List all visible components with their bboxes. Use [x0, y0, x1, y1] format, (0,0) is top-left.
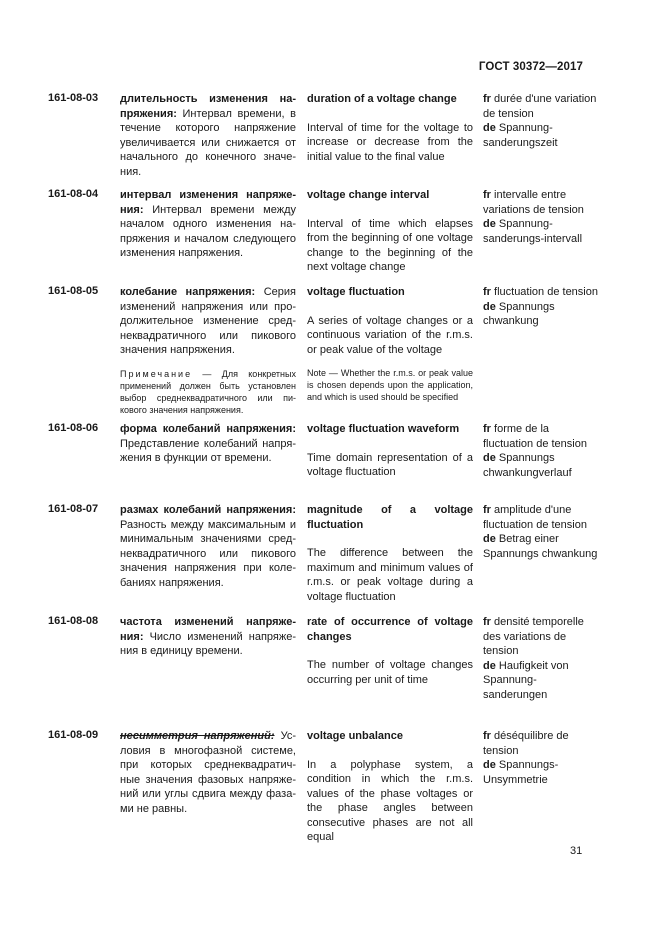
english-text: Interval of time which elapses from the beginning of one voltage change to the beginning of the next voltage change [307, 217, 473, 273]
entry-number: 161-08-04 [48, 188, 99, 200]
french-term: densité temporelle des variations de tension [483, 616, 584, 657]
entry-number: 161-08-08 [48, 615, 99, 627]
english-text: The number of voltage changes occurring per unit of time [307, 659, 473, 686]
russian-term: частота изменений напряже-ния: [120, 616, 296, 643]
french-term: intervalle entre variations de tension [483, 189, 584, 216]
english-term: magnitude of a voltage fluctuation [307, 504, 473, 531]
german-term: Haufigkeit von Spannung-sanderungen [483, 659, 569, 701]
russian-definition [120, 188, 296, 261]
english-term: voltage fluctuation [307, 286, 405, 298]
english-term: voltage fluctuation waveform [307, 423, 460, 435]
russian-text: Представление колебаний напря-жения в функции от времени. [120, 437, 296, 464]
english-definition [307, 615, 473, 687]
russian-text: Разность между максимальным и минимальным значениями сред-неквадратичного или пикового значения напряжения при коле-баниях напряжения. [120, 518, 296, 589]
russian-term: размах колебаний напряжения: [120, 504, 296, 516]
english-term: duration of a voltage change [307, 93, 457, 105]
german-term: Betrag einer Spannungs chwankung [483, 533, 598, 560]
other-languages: fr fluctuation de tension de Spannungs chwankung [483, 286, 598, 327]
other-languages: fr amplitude d'une fluctuation de tension de Betrag einer Spannungs chwankung [483, 504, 598, 560]
english-definition [307, 422, 473, 480]
english-term: voltage unbalance [307, 730, 403, 742]
english-term: rate of occurrence of voltage changes [307, 616, 473, 643]
english-note: Note — Whether the r.m.s. or peak value is chosen depends upon the application, and which is used should be specified [307, 368, 473, 403]
russian-definition [120, 422, 296, 466]
russian-definition [120, 92, 296, 179]
page-number: 31 [570, 845, 583, 857]
english-term: voltage change interval [307, 189, 430, 201]
russian-text: Серия изменений напряжения или про-должительное изменение сред-неквадратичного или пикового значения напряжения. [120, 286, 296, 356]
english-definition [307, 503, 473, 604]
english-text: Time domain representation of a voltage fluctuation [307, 451, 473, 478]
russian-text: Интервал времени, в течение которого напряжение увеличивается или снижается от начального до конечного значе-ния. [120, 107, 296, 178]
russian-term: форма колебаний напряжения: [120, 423, 296, 435]
french-term: fluctuation de tension [494, 286, 598, 298]
french-term: durée d'une variation de tension [483, 93, 597, 120]
german-term: Spannungs chwankung [483, 300, 555, 327]
other-languages: fr déséquilibre de tension de Spannungs-Unsymmetrie [483, 730, 569, 786]
russian-term: несимметрия напряжений: [120, 730, 275, 742]
russian-definition [120, 285, 296, 416]
french-term: déséquilibre de tension [483, 730, 569, 757]
german-term: Spannungs chwankungverlauf [483, 452, 572, 479]
document-code-header: ГОСТ 30372—2017 [478, 61, 583, 73]
english-text: Interval of time for the voltage to increase or decrease from the initial value to the final value [307, 121, 473, 163]
russian-text: Число изменений напряже-ния в единицу времени. [120, 630, 296, 657]
entry-number: 161-08-07 [48, 503, 99, 515]
entry-number: 161-08-06 [48, 422, 99, 434]
german-term: Spannung-sanderungszeit [483, 122, 558, 149]
russian-text: Ус-ловия в многофазной системе, при которых среднеквадратич-ные значения фазовых напряже-ний или углы сдвига между фаза-ми не равны. [120, 730, 296, 815]
other-languages: fr densité temporelle des variations de tension de Haufigkeit von Spannung-sanderungen [483, 616, 584, 701]
russian-text: Интервал времени между началом одного изменения на-пряжения и началом следующего изменения напряжения. [120, 203, 296, 259]
russian-definition [120, 729, 296, 816]
russian-note: Примечание — Для конкретных применений должен быть установлен выбор среднеквадратичного или пи-кового значения напряжения. [120, 368, 296, 416]
french-term: amplitude d'une fluctuation de tension [483, 504, 587, 531]
english-definition [307, 188, 473, 275]
other-languages: fr intervalle entre variations de tension de Spannung-sanderungs-intervall [483, 189, 584, 245]
entry-number: 161-08-09 [48, 729, 99, 741]
entry-number: 161-08-03 [48, 92, 99, 104]
russian-term: длительность изменения на-пряжения: [120, 93, 296, 120]
russian-term: колебание напряжения: [120, 286, 256, 298]
russian-definition [120, 615, 296, 659]
german-term: Spannungs-Unsymmetrie [483, 759, 559, 786]
english-text: In a polyphase system, a condition in which the r.m.s. values of the phase voltages or the phase angles between consecutive phases are not all equal [307, 758, 473, 843]
entry-number: 161-08-05 [48, 285, 99, 297]
german-term: Spannung-sanderungs-intervall [483, 218, 583, 245]
french-term: forme de la fluctuation de tension [483, 423, 587, 450]
note-label: Примечание [120, 368, 193, 379]
russian-definition [120, 503, 296, 590]
russian-term: интервал изменения напряже-ния: [120, 189, 296, 216]
other-languages: fr durée d'une variation de tension de Spannung-sanderungszeit [483, 93, 597, 149]
english-definition [307, 285, 473, 404]
english-text: A series of voltage changes or a continuous variation of the r.m.s. or peak value of the voltage [307, 314, 473, 356]
english-text: The difference between the maximum and minimum values of r.m.s. or peak voltage during a voltage fluctuation [307, 547, 473, 603]
other-languages: fr forme de la fluctuation de tension de Spannungs chwankungverlauf [483, 423, 587, 479]
english-definition [307, 92, 473, 164]
english-definition [307, 729, 473, 845]
